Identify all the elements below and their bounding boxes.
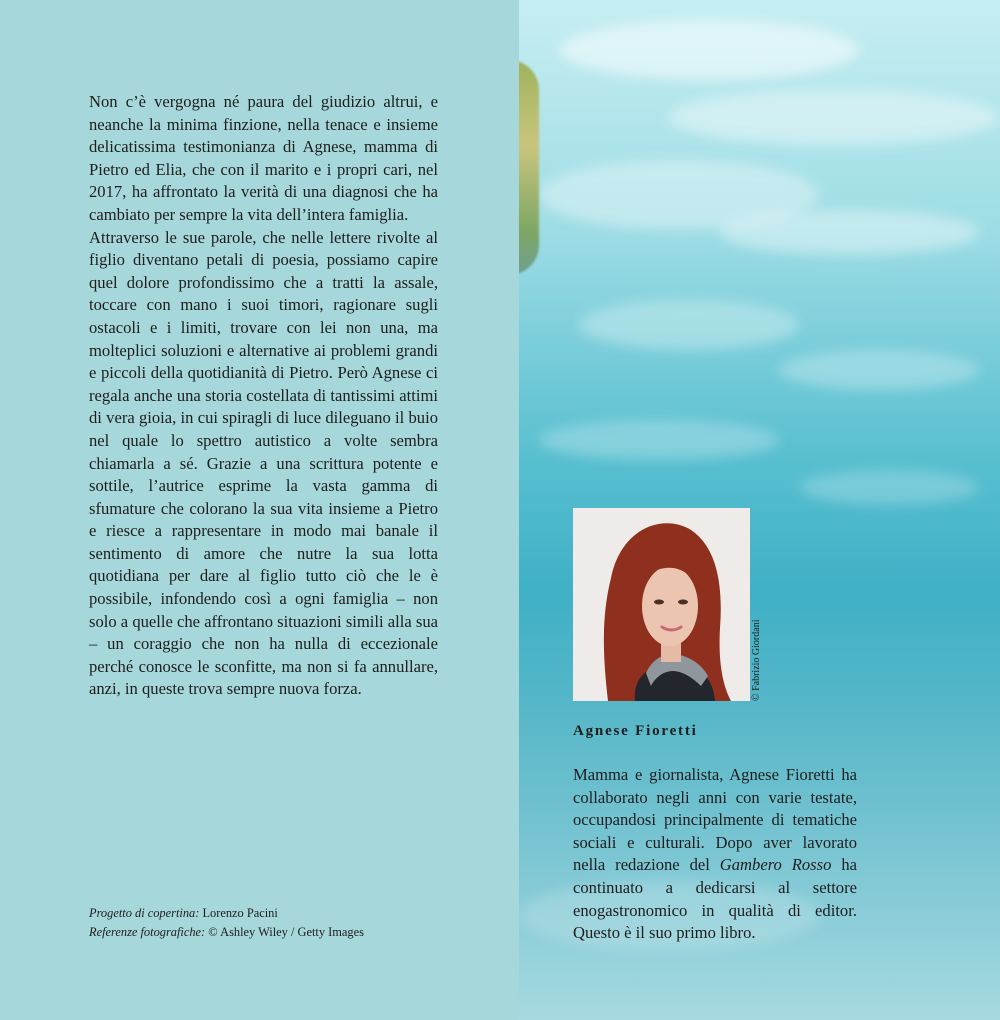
swimmer-hair [519,60,539,275]
water-ripple [719,210,979,255]
cover-blurb [89,91,438,701]
photo-reference-label: Referenze fotografiche: [89,925,206,939]
author-photo [573,508,750,701]
cover-design-label: Progetto di copertina: [89,906,200,920]
blurb-paragraph-1: Non c’è vergogna né paura del giudizio altrui, e neanche la minima finzione, nella tenace e insieme delicatissima testimonianza di Agnese, mamma di Pietro ed Elia, che con il marito e i propri cari, nel 2017, ha affrontato la verità di una diagnosi che ha cambiato per sempre la vita dell’intera famiglia. [89,92,438,224]
water-ripple [579,300,799,350]
photo-credit: © Fabrizio Giordani [751,619,762,701]
water-ripple [799,470,979,505]
cover-design-credit [89,904,509,923]
author-portrait-illustration [573,508,750,701]
water-ripple [669,90,999,145]
bio-text-end: ha continuato a dedicarsi al settore enogastronomico in qualità di editor. Questo è il suo primo libro. [573,855,857,943]
author-bio [573,764,857,945]
water-ripple [779,350,979,390]
author-name: Agnese Fioretti [573,723,698,739]
image-credits [89,904,509,942]
bio-text-start: Mamma e giornalista, Agnese Fioretti ha collaborato negli anni con varie testate, occupandosi principalmente di tematiche sociali e culturali. Dopo aver lavorato nella redazione del [573,765,857,875]
water-ripple [539,420,779,460]
blurb-paragraph-2: Attraverso le sue parole, che nelle lettere rivolte al figlio diventano petali di poesia, possiamo capire quel dolore profondissimo che a tratti la assale, toccare con mano i suoi timori, ragionare sugli ostacoli e i limiti, trovare con lei non una, ma molteplici soluzioni e alternative ai problemi grandi e piccoli della quotidianità di Pietro. Però Agnese ci regala anche una storia costellata di tantissimi attimi di vera gioia, in cui spiragli di luce dileguano il buio nel quale lo spettro autistico a volte sembra chiamarla a sé. Grazie a una scrittura potente e sottile, l’autrice esprime la vasta gamma di sfumature che colorano la sua vita insieme a Pietro e riesce a rappresentare in modo mai banale il sentimento di amore che nutre la sua lotta quotidiana per dare al figlio tutto ciò che le è possibile, infondendo così a ogni famiglia – non solo a quelle che affrontano situazioni simili alla sua – un coraggio che non ha nulla di eccezionale perché conosce le sconfitte, ma non si fa annullare, anzi, in queste trova sempre nuova forza. [89,227,438,699]
photo-reference-credit [89,923,509,942]
photo-reference-value: © Ashley Wiley / Getty Images [208,925,364,939]
water-ripple [559,20,859,80]
cover-design-value: Lorenzo Pacini [202,906,278,920]
bio-magazine-name: Gambero Rosso [719,855,832,875]
